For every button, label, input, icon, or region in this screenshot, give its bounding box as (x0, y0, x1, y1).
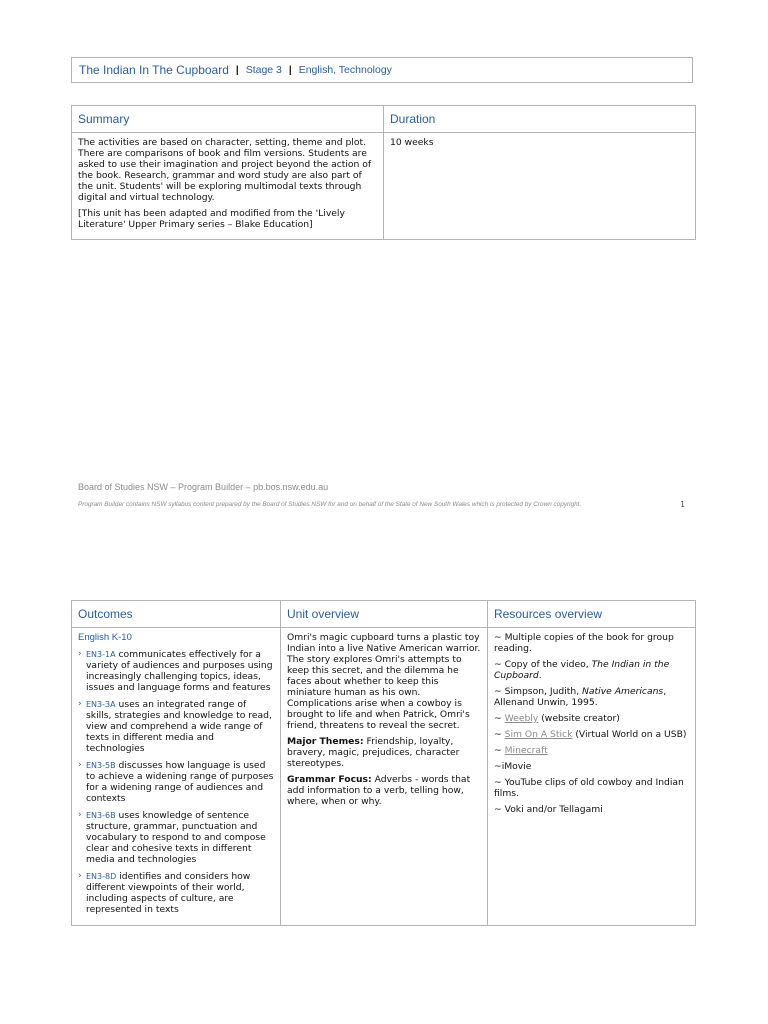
outcomes-cell (72, 628, 281, 926)
unit-overview-cell (281, 628, 488, 926)
resource-item (494, 686, 689, 708)
title-separator: | (288, 64, 292, 76)
chevron-right-icon: › (78, 760, 82, 770)
resource-suffix: (Virtual World on a USB) (572, 729, 687, 740)
chevron-right-icon: › (78, 699, 82, 709)
resource-prefix: ~ Simpson, Judith, (494, 686, 583, 697)
outcome-text: communicates effectively for a variety of audiences and purposes using increasingly challenging topics, ideas, issues and language forms and features (86, 649, 273, 693)
outcome-body (86, 699, 274, 754)
resource-book-title: Native Americans (582, 686, 664, 697)
resource-suffix: . (538, 670, 542, 681)
major-themes (287, 736, 481, 769)
summary-heading: Summary (72, 106, 384, 133)
sim-on-a-stick-link[interactable]: Sim On A Stick (504, 729, 573, 740)
outcome-code: EN3-5B (86, 761, 116, 770)
resource-video-title: The Indian in the Cupboard (494, 659, 670, 681)
summary-text: The activities are based on character, setting, theme and plot. There are comparisons of book and film versions. Students are asked to use their imagination and project beyond the action of the book. Research, grammar and word study are also part of the unit. Students' will be exploring multimodal texts through digital and virtual technology. (78, 137, 372, 203)
footer-source: Board of Studies NSW – Program Builder – pb.bos.nsw.edu.au (78, 482, 329, 492)
outcome-code: EN3-6B (86, 811, 116, 820)
adapted-note: [This unit has been adapted and modified from the 'Lively Literature' Upper Primary series – Blake Education] (78, 208, 345, 230)
resource-item (494, 729, 689, 740)
outcome-text: uses an integrated range of skills, strategies and knowledge to read, view and comprehend a wide range of texts in different media and technologies (86, 699, 272, 754)
outcome-code: EN3-3A (86, 700, 116, 709)
outcome-body (86, 871, 274, 915)
unit-subjects: English, Technology (298, 64, 392, 76)
resource-item (494, 659, 689, 681)
resource-suffix: (website creator) (538, 713, 620, 724)
weebly-link[interactable]: Weebly (504, 713, 539, 724)
unit-overview-heading: Unit overview (281, 601, 488, 628)
chevron-right-icon: › (78, 810, 82, 820)
summary-cell (72, 133, 384, 240)
outcome-item (78, 871, 274, 915)
outcome-body (86, 649, 274, 693)
outcome-item (78, 760, 274, 804)
grammar-focus (287, 774, 481, 807)
title-separator: | (235, 64, 239, 76)
summary-table (71, 105, 696, 240)
footer-copyright: Program Builder contains NSW syllabus content prepared by the Board of Studies NSW for and on behalf of the State of New South Wales which is protected by Crown copyright. (78, 501, 582, 508)
unit-stage: Stage 3 (245, 64, 282, 76)
chevron-right-icon: › (78, 649, 82, 659)
outcomes-heading: Outcomes (72, 601, 281, 628)
resource-item: ~iMovie (494, 761, 532, 772)
outcome-text: uses knowledge of sentence structure, grammar, punctuation and vocabulary to respond to and compose clear and cohesive texts in different media and technologies (86, 810, 266, 865)
resource-item: ~ Voki and/or Tellagami (494, 804, 603, 815)
resource-prefix: ~ Copy of the video, (494, 659, 592, 670)
outcome-item (78, 810, 274, 865)
outcome-body (86, 760, 274, 804)
resource-item (494, 713, 689, 724)
unit-overview-intro: Omri's magic cupboard turns a plastic toy Indian into a live Native American warrior. The story explores Omri's attempts to keep this secret, and the dilemma he faces about whether to keep this miniature human as his own. Complications arise when a cowboy is brought to life and when Patrick, Omri's friend, threatens to reveal the secret. (287, 632, 481, 731)
resources-cell (488, 628, 696, 926)
outcome-text: identifies and considers how different viewpoints of their world, including aspects of culture, are represented in texts (86, 871, 251, 915)
grammar-focus-text: Adverbs - words that add information to a verb, telling how, where, when or why. (287, 774, 471, 807)
duration-cell (384, 133, 696, 240)
resource-prefix: ~ (494, 745, 505, 756)
duration-value: 10 weeks (390, 137, 434, 148)
outcome-item (78, 649, 274, 693)
minecraft-link[interactable]: Minecraft (504, 745, 548, 756)
outcomes-subheading: English K-10 (78, 632, 132, 643)
grammar-focus-label: Grammar Focus: (287, 774, 372, 785)
major-themes-text: Friendship, loyalty, bravery, magic, prejudices, character stereotypes. (287, 736, 460, 769)
resource-prefix: ~ (494, 729, 505, 740)
unit-title: The Indian In The Cupboard (79, 63, 229, 77)
resource-item: ~ YouTube clips of old cowboy and Indian films. (494, 777, 684, 799)
resource-prefix: ~ (494, 713, 505, 724)
duration-heading: Duration (384, 106, 696, 133)
resource-item (494, 745, 689, 756)
chevron-right-icon: › (78, 871, 82, 881)
outcome-item (78, 699, 274, 754)
outcome-code: EN3-1A (86, 650, 116, 659)
resources-heading: Resources overview (488, 601, 696, 628)
resource-suffix: , Allenand Unwin, 1995. (494, 686, 667, 708)
page-number: 1 (680, 500, 686, 509)
overview-table (71, 600, 696, 926)
resource-item: ~ Multiple copies of the book for group reading. (494, 632, 674, 654)
outcome-text: discusses how language is used to achieve a widening range of purposes for a widening range of audiences and contexts (86, 760, 274, 804)
outcome-body (86, 810, 274, 865)
outcome-code: EN3-8D (86, 872, 117, 881)
major-themes-label: Major Themes: (287, 736, 364, 747)
unit-title-bar (71, 57, 693, 83)
